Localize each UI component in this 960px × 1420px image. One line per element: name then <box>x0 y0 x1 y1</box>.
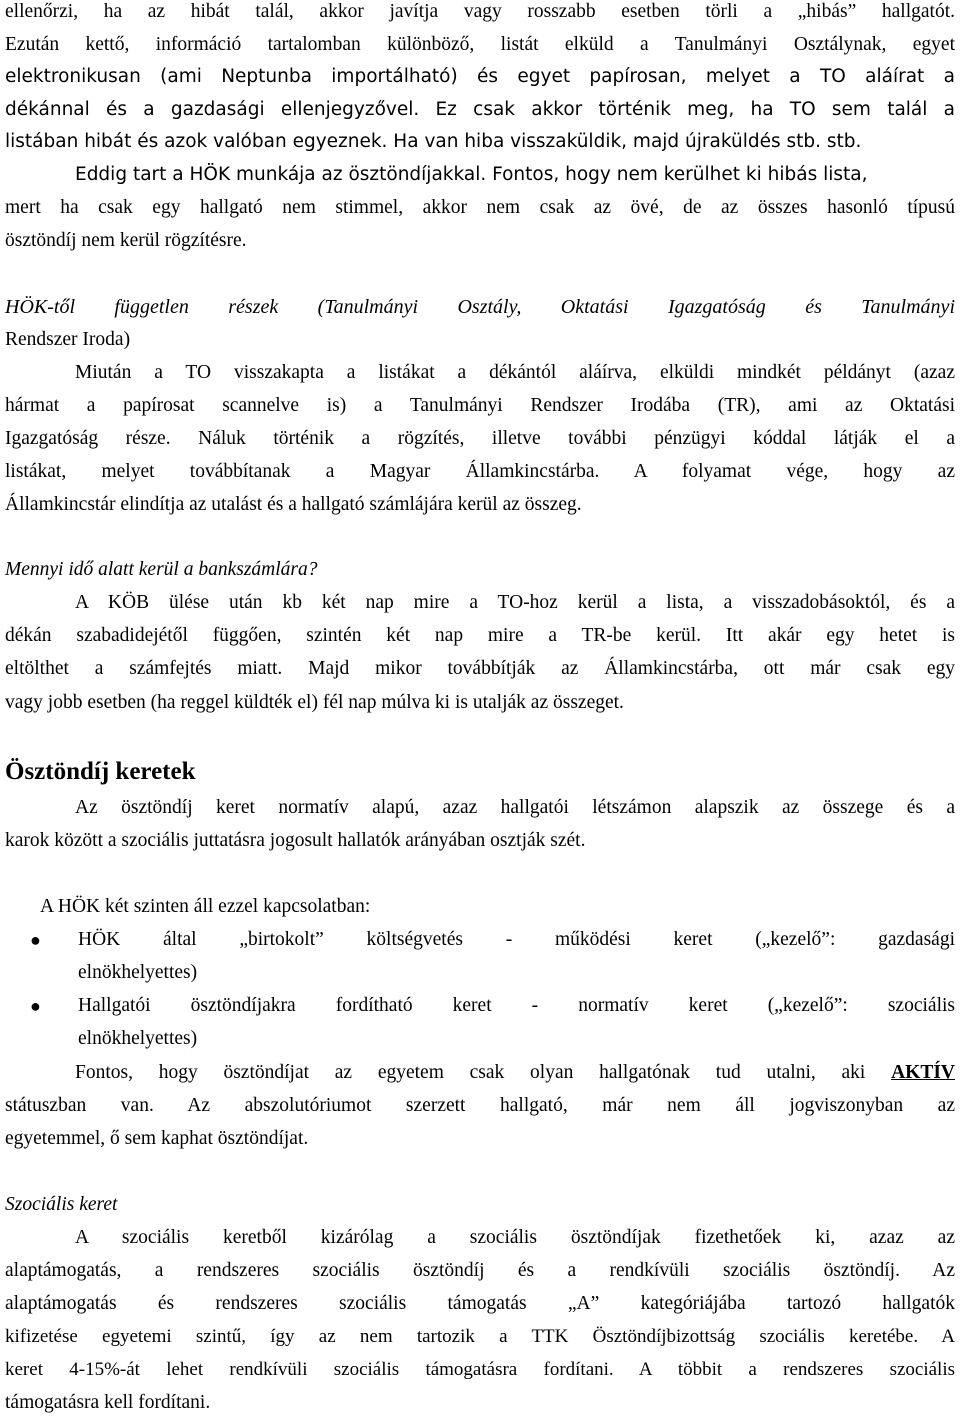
paragraph-line: A KÖB ülése után kb két nap mire a TO-hoz kerül a lista, a visszadobásoktól, és a <box>75 592 955 613</box>
list-intro: A HÖK két szinten áll ezzel kapcsolatban: <box>40 896 371 917</box>
paragraph-line: Államkincstár elindítja az utalást és a hallgató számlájára kerül az összeg. <box>5 494 582 515</box>
list-item-line: HÖK által „birtokolt” költségvetés - működési keret („kezelő”: gazdasági <box>78 929 955 950</box>
paragraph-line: ösztöndíj nem kerül rögzítésre. <box>5 230 247 251</box>
section-title-italic: HÖK-től független részek (Tanulmányi Osztály, Oktatási Igazgatóság és Tanulmányi <box>5 296 955 318</box>
paragraph-line: dékánnal és a gazdasági ellenjegyzővel. Ez csak akkor történik meg, ha TO sem talál a <box>5 99 955 120</box>
note-line <box>75 1060 955 1086</box>
section-title: Szociális keret <box>5 1194 118 1215</box>
note-text: Fontos, hogy ösztöndíjat az egyetem csak olyan hallgatónak tud utalni, aki <box>75 1062 866 1083</box>
paragraph-line: kifizetése egyetemi szintű, így az nem tartozik a TTK Ösztöndíjbizottság szociális keretébe. A <box>5 1326 955 1347</box>
paragraph-line: Ezután kettő, információ tartalomban különböző, listát elküld a Tanulmányi Osztálynak, egyet <box>5 34 955 55</box>
list-item-line: elnökhelyettes) <box>78 1028 198 1049</box>
paragraph-line: alaptámogatás, a rendszeres szociális ösztöndíj és a rendkívüli szociális ösztöndíj. Az <box>5 1260 955 1281</box>
paragraph-line: hármat a papírosat scannelve is) a Tanulmányi Rendszer Irodába (TR), ami az Oktatási <box>5 395 955 416</box>
aktiv-emphasis: AKTÍV <box>891 1062 956 1083</box>
paragraph-line: ellenőrzi, ha az hibát talál, akkor javítja vagy rosszabb esetben törli a „hibás” hallgatót. <box>5 1 955 22</box>
paragraph-line: státuszban van. Az abszolutóriumot szerzett hallgató, már nem áll jogviszonyban az <box>5 1095 955 1116</box>
paragraph-line: keret 4-15%-át lehet rendkívüli szociális támogatásra fordítani. A többit a rendszeres szociális <box>5 1359 955 1380</box>
paragraph-line: vagy jobb esetben (ha reggel küldték el) fél nap múlva ki is utalják az összeget. <box>5 692 624 713</box>
bullet-icon: ● <box>30 930 41 950</box>
paragraph-line: listában hibát és azok valóban egyeznek. Ha van hiba visszaküldik, majd újraküldés stb. stb. <box>5 131 862 152</box>
paragraph-line: elektronikusan (ami Neptunba importálható) és egyet papírosan, melyet a TO aláírat a <box>5 66 955 87</box>
section-title: Mennyi idő alatt kerül a bankszámlára? <box>5 559 318 580</box>
section-title <box>5 294 955 320</box>
list-item-line: Hallgatói ösztöndíjakra fordítható keret - normatív keret („kezelő”: szociális <box>78 995 955 1016</box>
paragraph-line: karok között a szociális juttatásra jogosult hallatók arányában osztják szét. <box>5 830 586 851</box>
paragraph-line: dékán szabadidejétől függően, szintén két nap mire a TR-be kerül. Itt akár egy hetet is <box>5 625 955 646</box>
paragraph-line: alaptámogatás és rendszeres szociális támogatás „A” kategóriájába tartozó hallgatók <box>5 1293 955 1314</box>
paragraph-line: mert ha csak egy hallgató nem stimmel, akkor nem csak az övé, de az összes hasonló típusú <box>5 197 955 218</box>
bullet-icon: ● <box>30 996 41 1016</box>
paragraph-line: eltölthet a számfejtés miatt. Majd mikor továbbítják az Államkincstárba, ott már csak egy <box>5 658 955 679</box>
section-title-line-2: Rendszer Iroda) <box>5 329 131 350</box>
paragraph-line: Miután a TO visszakapta a listákat a dékántól aláírva, elküldi mindkét példányt (azaz <box>75 362 955 383</box>
paragraph-line: Az ösztöndíj keret normatív alapú, azaz hallgatói létszámon alapszik az összege és a <box>75 797 955 818</box>
paragraph-line: listákat, melyet továbbítanak a Magyar Államkincstárba. A folyamat vége, hogy az <box>5 461 955 482</box>
paragraph-line: A szociális keretből kizárólag a szociális ösztöndíjak fizethetőek ki, azaz az <box>75 1227 955 1248</box>
list-item-line: elnökhelyettes) <box>78 962 198 983</box>
paragraph-line: egyetemmel, ő sem kaphat ösztöndíjat. <box>5 1128 309 1149</box>
paragraph-line: támogatásra kell fordítani. <box>5 1392 211 1413</box>
paragraph-line: Eddig tart a HÖK munkája az ösztöndíjakkal. Fontos, hogy nem kerülhet ki hibás lista, <box>75 164 868 185</box>
paragraph-line: Igazgatóság része. Náluk történik a rögzítés, illetve további pénzügyi kóddal látják el a <box>5 428 955 449</box>
section-heading: Ösztöndíj keretek <box>5 758 196 785</box>
